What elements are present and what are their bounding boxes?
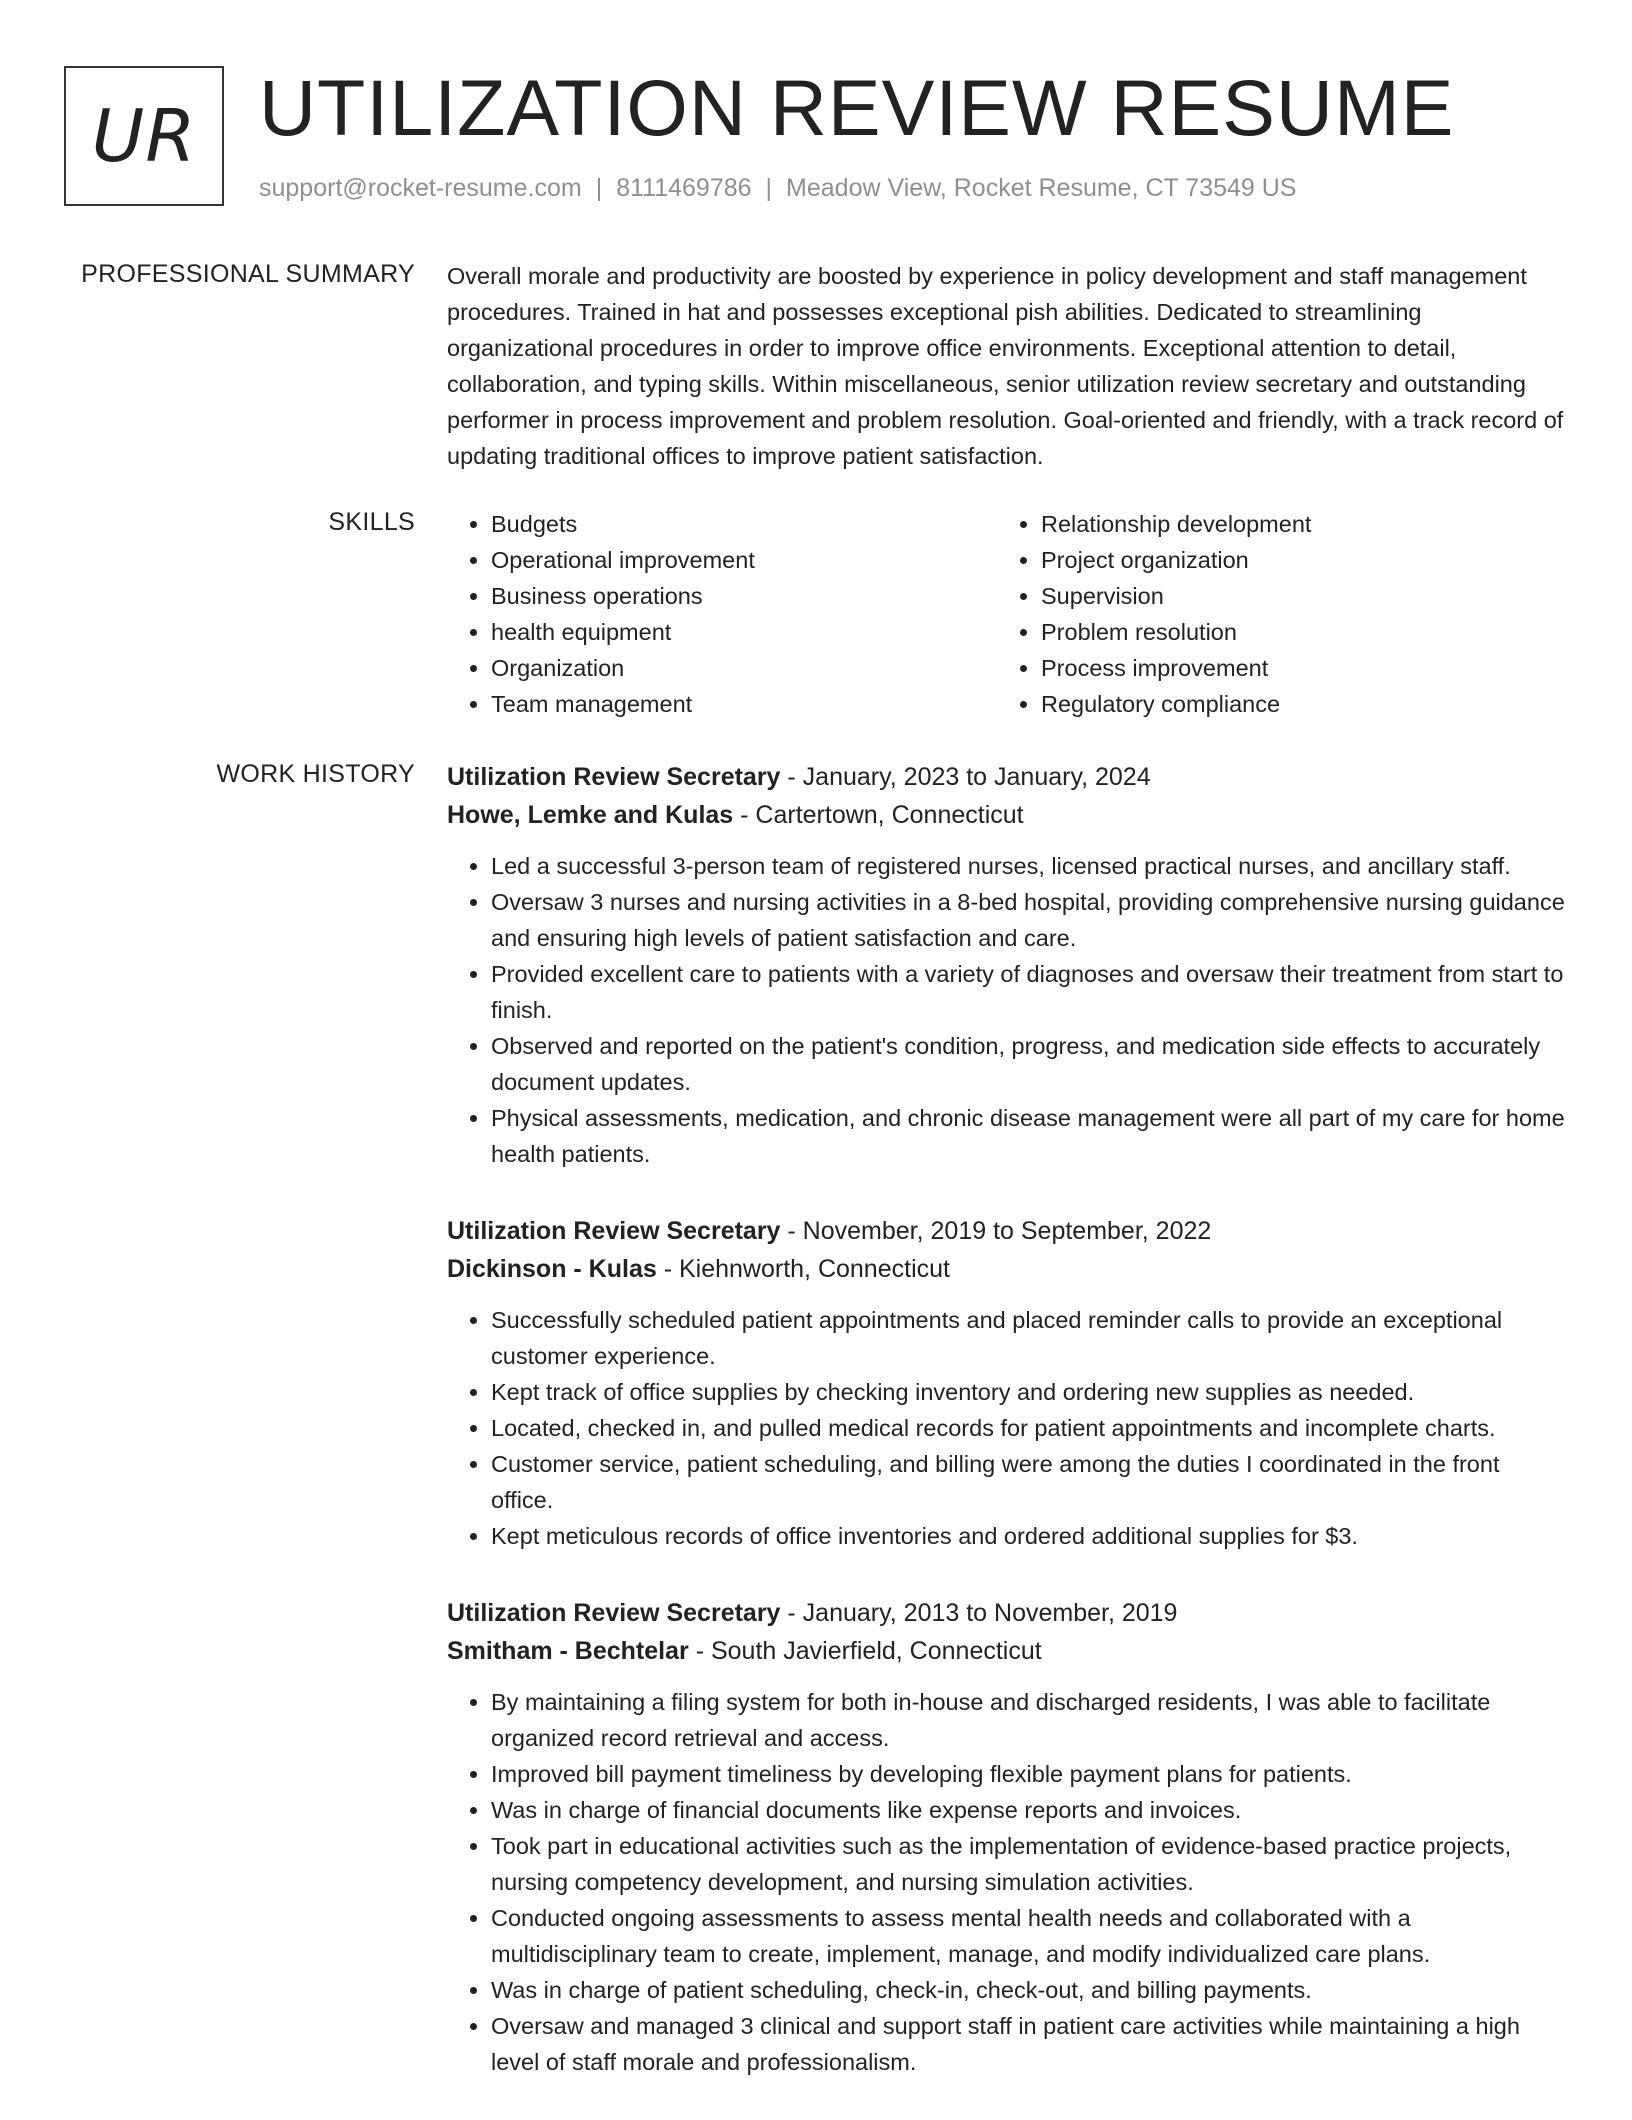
resume-header <box>64 63 1564 216</box>
resume-title: UTILIZATION REVIEW RESUME <box>259 63 1455 152</box>
job-title-line <box>447 758 1567 796</box>
skill-item: • Project organization <box>1041 542 1547 578</box>
job-bullet: • Provided excellent care to patients with a variety of diagnoses and oversaw their treatment from start to finish. <box>491 956 1567 1028</box>
job-bullet: • Oversaw and managed 3 clinical and support staff in patient care activities while maintaining a high level of staff morale and professionalism. <box>491 2008 1567 2080</box>
skill-item: • Business operations <box>491 578 997 614</box>
job-title-line <box>447 1212 1567 1250</box>
summary-text: Overall morale and productivity are boosted by experience in policy development and staff management procedures. Trained in hat and possesses exceptional pish abilities. Dedicated to streamlining organizational procedures in order to improve office environments. Exceptional attention to detail, collaboration, and typing skills. Within miscellaneous, senior utilization review secretary and outstanding performer in process improvement and problem resolution. Goal-oriented and friendly, with a track record of updating traditional offices to improve patient satisfaction. <box>447 263 1564 469</box>
skill-item: • Process improvement <box>1041 650 1547 686</box>
skills-list-left <box>447 506 997 722</box>
job-title-line <box>447 1594 1567 1632</box>
skills-body <box>447 506 1567 722</box>
job-location: - Kiehnworth, Connecticut <box>656 1255 950 1283</box>
job-entry <box>447 1594 1567 2080</box>
job-bullet: • Conducted ongoing assessments to assess mental health needs and collaborated with a multidisciplinary team to create, implement, manage, and modify individualized care plans. <box>491 1900 1567 1972</box>
skill-item: • Problem resolution <box>1041 614 1547 650</box>
skill-item: • Relationship development <box>1041 506 1547 542</box>
job-bullet: • Observed and reported on the patient's condition, progress, and medication side effects to accurately document updates. <box>491 1028 1567 1100</box>
job-bullet-list <box>447 848 1567 1172</box>
contact-line <box>259 174 1296 203</box>
monogram-badge: UR <box>64 66 224 206</box>
contact-separator: | <box>765 174 773 202</box>
job-bullet: • Led a successful 3-person team of registered nurses, licensed practical nurses, and ancillary staff. <box>491 848 1567 884</box>
job-entry <box>447 758 1567 1172</box>
contact-address: Meadow View, Rocket Resume, CT 73549 US <box>786 174 1297 202</box>
job-bullet: • Improved bill payment timeliness by developing flexible payment plans for patients. <box>491 1756 1567 1792</box>
job-bullet: • Customer service, patient scheduling, and billing were among the duties I coordinated in the front office. <box>491 1446 1567 1518</box>
skill-item: • Operational improvement <box>491 542 997 578</box>
job-dates: - January, 2023 to January, 2024 <box>780 763 1151 791</box>
job-bullet: • Located, checked in, and pulled medical records for patient appointments and incomplete charts. <box>491 1410 1567 1446</box>
contact-phone[interactable]: 8111469786 <box>616 174 752 202</box>
job-title: Utilization Review Secretary <box>447 1217 781 1245</box>
job-company-line <box>447 1632 1567 1670</box>
job-company-line <box>447 1250 1567 1288</box>
contact-email[interactable]: support@rocket-resume.com <box>259 174 582 202</box>
job-title: Utilization Review Secretary <box>447 763 781 791</box>
skill-item: • Regulatory compliance <box>1041 686 1547 722</box>
job-bullet-list <box>447 1684 1567 2080</box>
section-label-work: WORK HISTORY <box>216 760 415 788</box>
job-bullet-list <box>447 1302 1567 1554</box>
contact-separator: | <box>595 174 603 202</box>
job-bullet: • Oversaw 3 nurses and nursing activities in a 8-bed hospital, providing comprehensive nursing guidance and ensuring high levels of patient satisfaction and care. <box>491 884 1567 956</box>
work-history-body <box>447 758 1567 2120</box>
job-bullet: • Took part in educational activities such as the implementation of evidence-based practice projects, nursing competency development, and nursing simulation activities. <box>491 1828 1567 1900</box>
job-location: - Cartertown, Connecticut <box>733 801 1024 829</box>
job-entry <box>447 1212 1567 1554</box>
skill-item: • Organization <box>491 650 997 686</box>
job-company: Howe, Lemke and Kulas <box>447 801 734 829</box>
job-bullet: • Physical assessments, medication, and chronic disease management were all part of my care for home health patients. <box>491 1100 1567 1172</box>
section-label-skills: SKILLS <box>328 508 415 536</box>
skill-item: • Team management <box>491 686 997 722</box>
skill-item: • Budgets <box>491 506 997 542</box>
job-bullet: • Was in charge of financial documents like expense reports and invoices. <box>491 1792 1567 1828</box>
skills-list-right <box>997 506 1547 722</box>
job-bullet: • Was in charge of patient scheduling, check-in, check-out, and billing payments. <box>491 1972 1567 2008</box>
job-company-line <box>447 796 1567 834</box>
job-dates: - January, 2013 to November, 2019 <box>780 1599 1178 1627</box>
job-bullet: • Kept track of office supplies by checking inventory and ordering new supplies as needed. <box>491 1374 1567 1410</box>
job-bullet: • By maintaining a filing system for both in-house and discharged residents, I was able to facilitate organized record retrieval and access. <box>491 1684 1567 1756</box>
job-location: - South Javierfield, Connecticut <box>688 1637 1042 1665</box>
job-company: Dickinson - Kulas <box>447 1255 657 1283</box>
job-title: Utilization Review Secretary <box>447 1599 781 1627</box>
job-bullet: • Kept meticulous records of office inventories and ordered additional supplies for $3. <box>491 1518 1567 1554</box>
section-label-summary: PROFESSIONAL SUMMARY <box>81 260 415 288</box>
skill-item: • Supervision <box>1041 578 1547 614</box>
job-bullet: • Successfully scheduled patient appointments and placed reminder calls to provide an exceptional customer experience. <box>491 1302 1567 1374</box>
skill-item: • health equipment <box>491 614 997 650</box>
job-company: Smitham - Bechtelar <box>447 1637 689 1665</box>
job-dates: - November, 2019 to September, 2022 <box>780 1217 1212 1245</box>
